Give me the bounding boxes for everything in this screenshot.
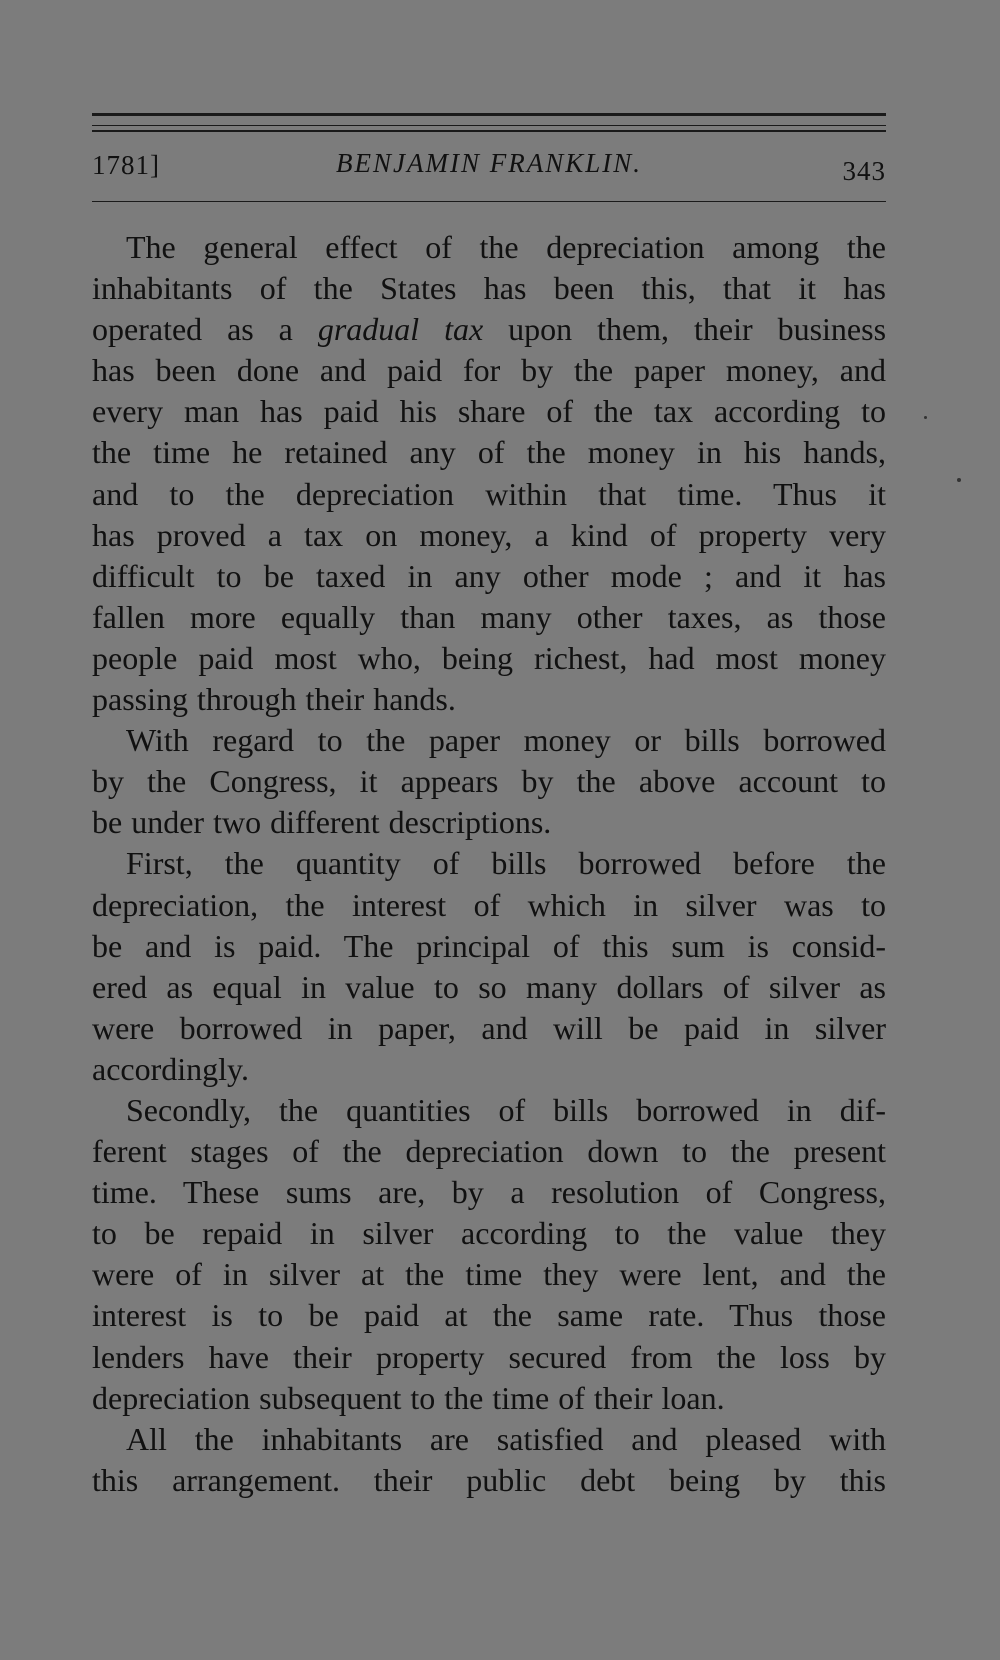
text-line: With regard to the paper money or bills borrowed: [126, 722, 886, 759]
text-line: First, the quantity of bills borrowed before the: [126, 845, 886, 882]
text-line: lenders have their property secured from the loss by: [92, 1338, 886, 1375]
header-rule-top: [92, 113, 886, 116]
header-rule-bottom: [92, 201, 886, 202]
text-line: has proved a tax on money, a kind of property very: [92, 516, 886, 553]
text-line: time. These sums are, by a resolution of Congress,: [92, 1174, 886, 1211]
text-line: be and is paid. The principal of this sum is consid-: [92, 927, 886, 964]
text-line: The general effect of the depreciation among the: [126, 229, 886, 265]
header-rule-thin: [92, 125, 886, 126]
text-line: passing through their hands.: [92, 681, 456, 718]
text-line: depreciation subsequent to the time of their loan.: [92, 1379, 725, 1416]
running-head-year: 1781]: [92, 150, 160, 180]
text-line: Secondly, the quantities of bills borrowed in dif-: [126, 1091, 886, 1128]
text-line: ferent stages of the depreciation down to the present: [92, 1133, 886, 1170]
italic-phrase: gradual tax: [317, 311, 484, 348]
text-segment: operated as a: [92, 311, 318, 348]
text-line: every man has paid his share of the tax according to: [92, 393, 886, 430]
text-line: and to the depreciation within that time. Thus it: [92, 475, 886, 512]
text-line: to be repaid in silver according to the value they: [92, 1215, 886, 1252]
print-speck: [924, 416, 927, 419]
text-line: ered as equal in value to so many dollars of silver as: [92, 968, 886, 1005]
body-text: [92, 227, 886, 1501]
text-line: accordingly.: [92, 1050, 249, 1087]
text-line: [92, 309, 886, 350]
text-line: All the inhabitants are satisfied and pleased with: [126, 1420, 886, 1457]
text-line: people paid most who, being richest, had most money: [92, 639, 886, 676]
text-line: interest is to be paid at the same rate. Thus those: [92, 1297, 886, 1334]
text-line: fallen more equally than many other taxes, as those: [92, 598, 886, 635]
text-line: inhabitants of the States has been this, that it has: [92, 270, 886, 307]
text-line: this arrangement. their public debt being by this: [92, 1461, 886, 1498]
running-head-title: BENJAMIN FRANKLIN.: [336, 148, 642, 178]
print-speck: [957, 478, 961, 482]
text-line: the time he retained any of the money in his hands,: [92, 434, 886, 471]
text-line: were of in silver at the time they were lent, and the: [92, 1256, 886, 1293]
running-head: [92, 142, 886, 192]
text-line: has been done and paid for by the paper money, and: [92, 352, 886, 389]
text-line: be under two different descriptions.: [92, 804, 552, 841]
text-segment: upon them, their business: [483, 311, 887, 348]
page-number: 343: [842, 156, 886, 186]
header-rule-lower: [92, 130, 886, 132]
text-line: by the Congress, it appears by the above account to: [92, 763, 886, 800]
text-line: were borrowed in paper, and will be paid in silver: [92, 1009, 886, 1046]
text-line: depreciation, the interest of which in silver was to: [92, 886, 886, 923]
text-line: difficult to be taxed in any other mode ; and it has: [92, 557, 886, 594]
